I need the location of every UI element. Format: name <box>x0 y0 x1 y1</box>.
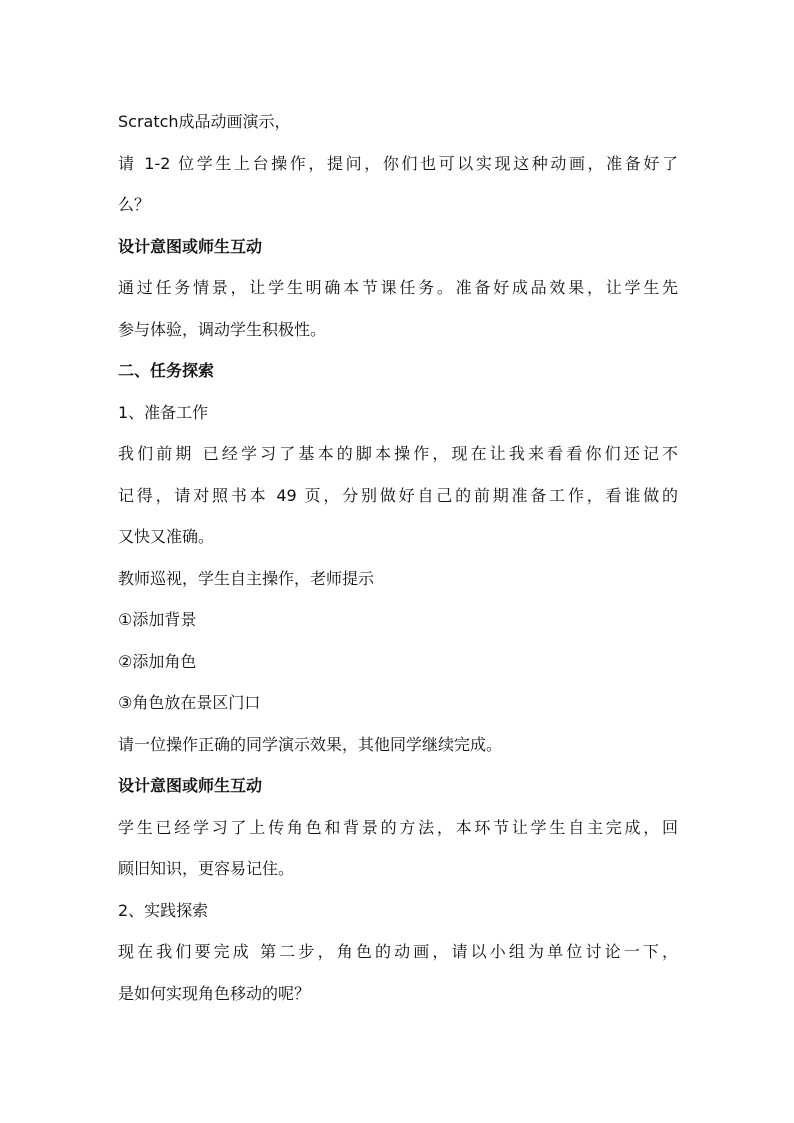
text-line: 我们前期 已经学习了基本的脚本操作，现在让我来看看你们还记不 <box>118 444 678 463</box>
text-line: 现在我们要完成 第二步，角色的动画，请以小组为单位讨论一下， <box>118 942 678 961</box>
text-line: ③角色放在景区门口 <box>118 693 261 712</box>
paragraph <box>118 807 678 890</box>
text-line: 通过任务情景，让学生明确本节课任务。准备好成品效果，让学生先 <box>118 278 678 297</box>
text-line: 教师巡视，学生自主操作，老师提示 <box>118 568 375 588</box>
text-line: 请 1-2 位学生上台操作，提问，你们也可以实现这种动画，准备好了 <box>118 153 678 173</box>
section-heading <box>118 226 678 268</box>
paragraph <box>118 682 678 724</box>
text-line: ②添加角色 <box>118 651 197 671</box>
paragraph <box>118 267 678 350</box>
text-line: 1、准备工作 <box>118 402 209 422</box>
paragraph <box>118 724 678 766</box>
paragraph <box>118 599 678 641</box>
text-line: 设计意图或师生互动 <box>118 776 263 795</box>
text-line: 顾旧知识，更容易记住。 <box>118 859 295 878</box>
text-line: 又快又准确。 <box>118 527 215 546</box>
paragraph <box>118 101 678 143</box>
paragraph <box>118 641 678 683</box>
text-line: 设计意图或师生互动 <box>118 236 263 256</box>
text-line: 是如何实现角色移动的呢？ <box>118 983 311 1003</box>
text-line: 参与体验，调动学生积极性。 <box>118 319 327 339</box>
text-line: Scratch成品动画演示， <box>118 112 291 131</box>
paragraph <box>118 392 678 434</box>
document-body <box>118 101 678 1014</box>
paragraph <box>118 890 678 932</box>
text-line: 2、实践探索 <box>118 900 209 920</box>
text-line: 么？ <box>118 195 151 214</box>
paragraph <box>118 931 678 1014</box>
text-line: 二、任务探索 <box>118 361 215 380</box>
paragraph <box>118 433 678 558</box>
text-line: 请一位操作正确的同学演示效果，其他同学继续完成。 <box>118 734 503 754</box>
paragraph <box>118 558 678 600</box>
text-line: 学生已经学习了上传角色和背景的方法，本环节让学生自主完成，回 <box>118 817 678 837</box>
text-line: 记得，请对照书本 49 页，分别做好自己的前期准备工作，看谁做的 <box>118 485 678 505</box>
section-heading <box>118 350 678 392</box>
text-line: ①添加背景 <box>118 610 197 629</box>
section-heading <box>118 765 678 807</box>
paragraph <box>118 143 678 226</box>
